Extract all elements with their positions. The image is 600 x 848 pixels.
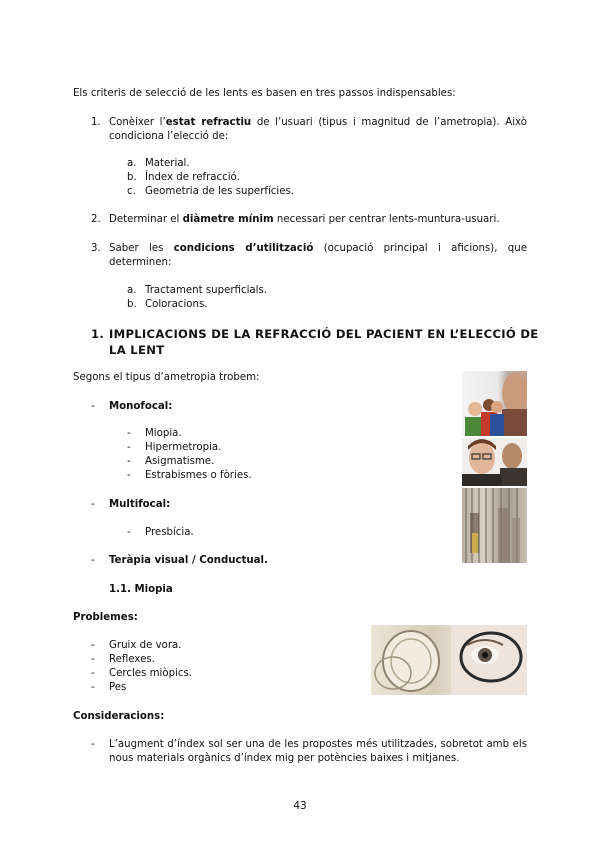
dash: -: [91, 401, 95, 412]
sub-item: Índex de refracció.: [145, 172, 240, 183]
sub-letter: c.: [127, 186, 136, 197]
page-number: 43: [293, 800, 307, 812]
dash: -: [127, 442, 131, 453]
dash: -: [91, 640, 95, 651]
types-intro: Segons el tipus d’ametropia trobem:: [73, 372, 260, 383]
dash: -: [127, 428, 131, 439]
sub-letter: b.: [127, 172, 137, 183]
section-number: 1.: [91, 327, 105, 341]
consideration-line-2: nous materials orgànics d’índex mig per potències baixes i mitjanes.: [109, 753, 460, 764]
sub-item: Tractament superficials.: [145, 285, 268, 296]
type-item: Presbícia.: [145, 527, 194, 538]
dash: -: [127, 470, 131, 481]
sub-letter: b.: [127, 299, 137, 310]
lens-and-eye-photo: [371, 625, 527, 695]
type-label-therapy: Teràpia visual / Conductual.: [109, 555, 268, 566]
sub-letter: a.: [127, 285, 137, 296]
sub-item: Geometria de les superfícies.: [145, 186, 295, 197]
sub-item: Coloracions.: [145, 299, 208, 310]
section-title-line-2: LA LENT: [109, 343, 165, 357]
dash: -: [91, 654, 95, 665]
woman-glasses-photo: [462, 438, 527, 486]
criterion-3-line-1: Saber les condicions d’utilització (ocupació principal i aficions), que: [109, 243, 528, 254]
type-label-multifocal: Multifocal:: [109, 499, 171, 510]
crowd-blur-photo: [462, 488, 527, 563]
dash: -: [91, 668, 95, 679]
type-item: Miopia.: [145, 428, 182, 439]
dash: -: [91, 555, 95, 566]
dash: -: [91, 499, 95, 510]
problem-item: Pes: [109, 682, 127, 693]
type-item: Estrabismes o fòries.: [145, 470, 252, 481]
considerations-title: Consideracions:: [73, 711, 165, 722]
people-group-photo: [462, 371, 527, 436]
problems-title: Problemes:: [73, 612, 138, 623]
consideration-line-1: L’augment d’índex sol ser una de les propostes més utilitzades, sobretot amb els: [109, 739, 527, 750]
type-item: Hipermetropia.: [145, 442, 222, 453]
criterion-2-number: 2.: [91, 214, 101, 225]
problem-item: Reflexes.: [109, 654, 155, 665]
criterion-2-line-1: Determinar el diàmetre mínim necessari per centrar lents-muntura-usuari.: [109, 214, 500, 225]
problem-item: Cercles miòpics.: [109, 668, 193, 679]
section-title-line-1: IMPLICACIONS DE LA REFRACCIÓ DEL PACIENT EN L’ELECCIÓ DE: [109, 327, 539, 341]
criterion-1-line-1: Conèixer l’estat refractiu de l’usuari (tipus i magnitud de l’ametropia). Això: [109, 117, 527, 128]
criterion-3-line-2: determinen:: [109, 257, 172, 268]
problem-item: Gruix de vora.: [109, 640, 182, 651]
dash: -: [91, 739, 95, 750]
criterion-3-number: 3.: [91, 243, 101, 254]
criterion-1-line-2: condiciona l’elecció de:: [109, 131, 229, 142]
sub-letter: a.: [127, 158, 137, 169]
dash: -: [91, 682, 95, 693]
subsection-title: 1.1. Miopia: [109, 584, 173, 595]
dash: -: [127, 527, 131, 538]
intro-text: Els criteris de selecció de les lents es basen en tres passos indispensables:: [73, 88, 456, 99]
type-item: Asigmatisme.: [145, 456, 215, 467]
criterion-1-number: 1.: [91, 117, 101, 128]
type-label-monofocal: Monofocal:: [109, 401, 173, 412]
dash: -: [127, 456, 131, 467]
sub-item: Material.: [145, 158, 190, 169]
